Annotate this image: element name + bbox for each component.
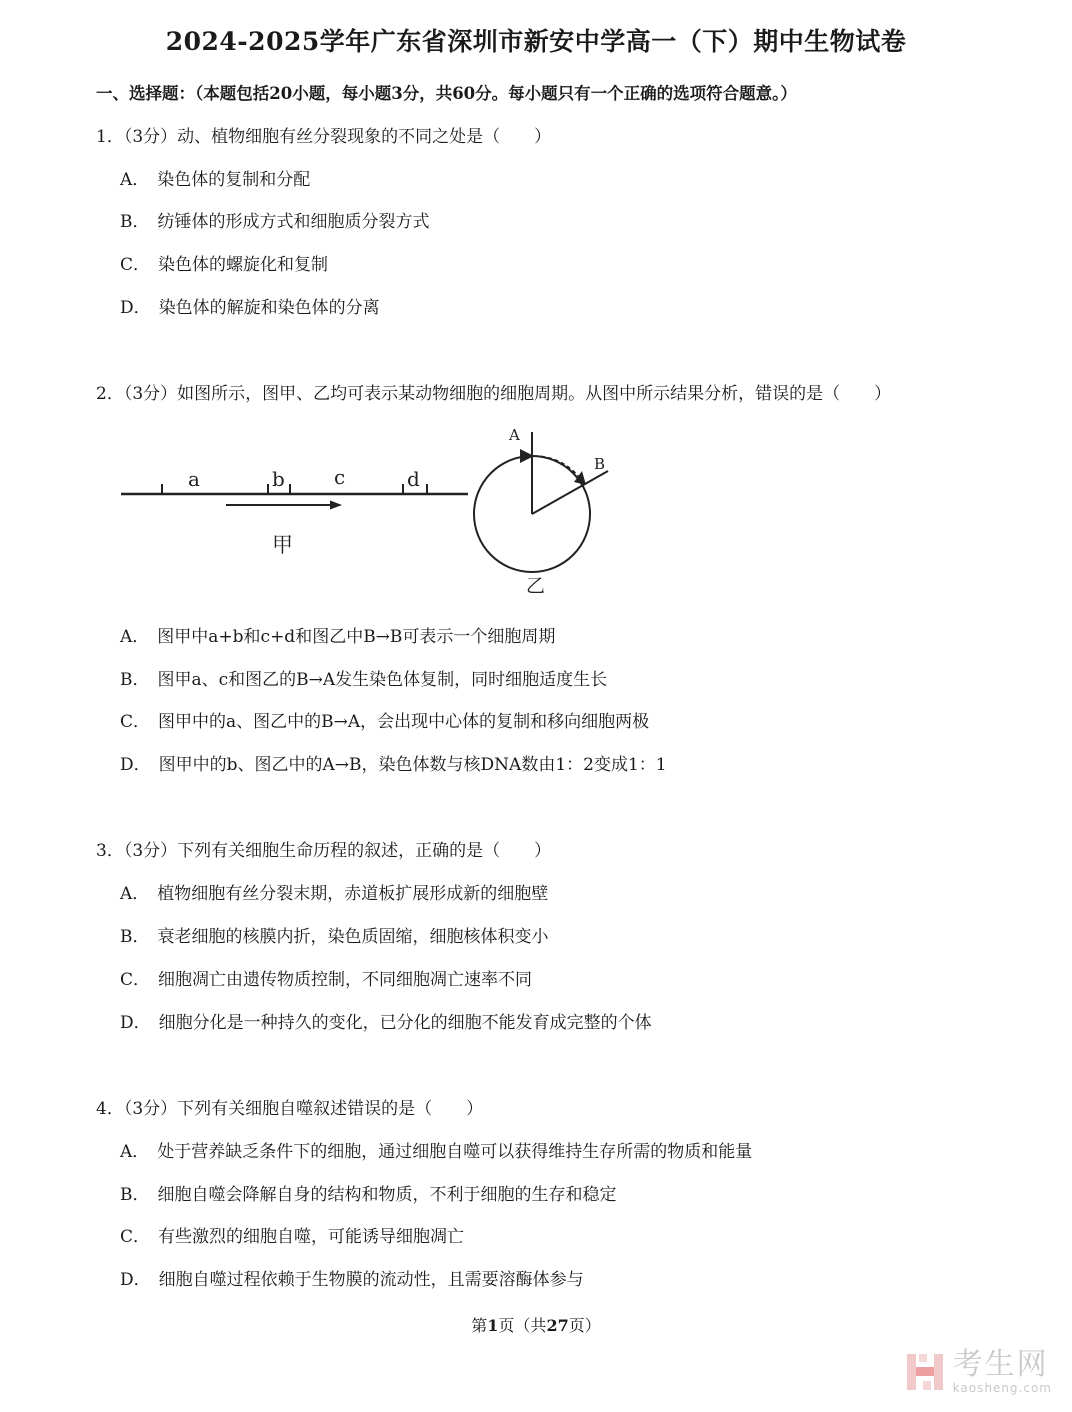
option-text: 图甲a、c和图乙的B→A发生染色体复制，同时细胞适度生长: [157, 670, 608, 690]
option-letter: D．: [120, 755, 151, 775]
option-text: 细胞自噬会降解自身的结构和物质，不利于细胞的生存和稳定: [157, 1185, 617, 1205]
option-letter: C．: [120, 255, 151, 275]
watermark-text: 考生网: [952, 1347, 1049, 1382]
label-B: B: [594, 455, 606, 473]
option-text: 图甲中的a、图乙中的B→A，会出现中心体的复制和移向细胞两极: [158, 712, 650, 732]
question-3-option-a: [120, 879, 548, 904]
label-c: c: [334, 465, 346, 489]
page-footer: [0, 1313, 1072, 1336]
question-2-option-b: [120, 665, 607, 690]
question-4-stem: 4．（3分）下列有关细胞自噬叙述错误的是（ ）: [96, 1099, 484, 1119]
watermark-url: kaosheng.com: [952, 1381, 1052, 1395]
label-A: A: [509, 426, 520, 444]
question-4-option-b: [120, 1180, 617, 1205]
option-text: 衰老细胞的核膜内折，染色质固缩，细胞核体积变小: [157, 927, 549, 947]
option-text: 植物细胞有丝分裂末期，赤道板扩展形成新的细胞壁: [157, 884, 549, 904]
option-text: 处于营养缺乏条件下的细胞，通过细胞自噬可以获得维持生存所需的物质和能量: [157, 1142, 753, 1162]
option-text: 纺锤体的形成方式和细胞质分裂方式: [157, 212, 430, 232]
option-letter: A．: [120, 884, 150, 904]
radius-b: [532, 471, 608, 514]
option-letter: B．: [120, 670, 150, 690]
label-jia: 甲: [272, 533, 293, 557]
footer-page-number: 1: [487, 1316, 499, 1335]
watermark-logo-icon: [903, 1350, 947, 1394]
page-title: 2024-2025学年广东省深圳市新安中学高一（下）期中生物试卷: [165, 27, 907, 56]
question-3-option-d: [120, 1008, 652, 1033]
option-text: 染色体的螺旋化和复制: [158, 255, 329, 275]
option-letter: A．: [120, 170, 150, 190]
option-text: 图甲中的b、图乙中的A→B，染色体数与核DNA数由1：2变成1：1: [158, 755, 667, 775]
option-letter: D．: [120, 298, 151, 318]
question-1-stem: 1．（3分）动、植物细胞有丝分裂现象的不同之处是（ ）: [96, 127, 552, 147]
option-letter: C．: [120, 712, 151, 732]
question-1-option-d: [120, 293, 380, 318]
question-2-option-a: [120, 622, 555, 647]
cell-cycle-figure: [116, 418, 616, 600]
arrow-head-icon: [330, 501, 342, 510]
option-letter: C．: [120, 970, 151, 990]
arrow-b-icon: [574, 471, 586, 485]
footer-mid: 页（共: [498, 1316, 547, 1335]
option-letter: D．: [120, 1270, 151, 1290]
option-letter: B．: [120, 927, 150, 947]
dashed-arc: [534, 456, 582, 481]
option-letter: B．: [120, 1185, 150, 1205]
question-1-option-b: [120, 207, 430, 232]
option-letter: A．: [120, 1142, 150, 1162]
section-heading: 一、选择题：（本题包括20小题，每小题3分，共60分。每小题只有一个正确的选项符合题意。）: [96, 84, 797, 103]
footer-suffix: 页）: [568, 1316, 601, 1335]
option-text: 染色体的复制和分配: [157, 170, 311, 190]
question-1-option-a: [120, 165, 310, 190]
question-2-option-c: [120, 707, 649, 732]
label-d: d: [407, 467, 420, 491]
option-text: 细胞凋亡由遗传物质控制，不同细胞凋亡速率不同: [158, 970, 533, 990]
option-letter: D．: [120, 1013, 151, 1033]
question-4-option-a: [120, 1137, 752, 1162]
option-text: 细胞自噬过程依赖于生物膜的流动性，且需要溶酶体参与: [158, 1270, 584, 1290]
footer-total-pages: 27: [546, 1316, 569, 1335]
question-2-stem: 2．（3分）如图所示，图甲、乙均可表示某动物细胞的细胞周期。从图中所示结果分析，错误的是（ ）: [96, 384, 892, 404]
question-3-option-c: [120, 965, 532, 990]
option-letter: B．: [120, 212, 150, 232]
question-3-option-b: [120, 922, 549, 947]
option-text: 细胞分化是一种持久的变化，已分化的细胞不能发育成完整的个体: [158, 1013, 652, 1033]
watermark: [903, 1347, 1052, 1395]
label-yi: 乙: [526, 575, 546, 597]
option-letter: C．: [120, 1227, 151, 1247]
question-3-stem: 3．（3分）下列有关细胞生命历程的叙述，正确的是（ ）: [96, 841, 552, 861]
label-a: a: [188, 467, 200, 491]
question-4-option-d: [120, 1265, 584, 1290]
option-text: 图甲中a+b和c+d和图乙中B→B可表示一个细胞周期: [157, 627, 556, 647]
question-1-option-c: [120, 250, 328, 275]
question-4-option-c: [120, 1222, 464, 1247]
option-text: 染色体的解旋和染色体的分离: [158, 298, 380, 318]
footer-prefix: 第: [471, 1316, 488, 1335]
option-text: 有些激烈的细胞自噬，可能诱导细胞凋亡: [158, 1227, 465, 1247]
option-letter: A．: [120, 627, 150, 647]
question-2-option-d: [120, 750, 667, 775]
label-b: b: [272, 467, 285, 491]
